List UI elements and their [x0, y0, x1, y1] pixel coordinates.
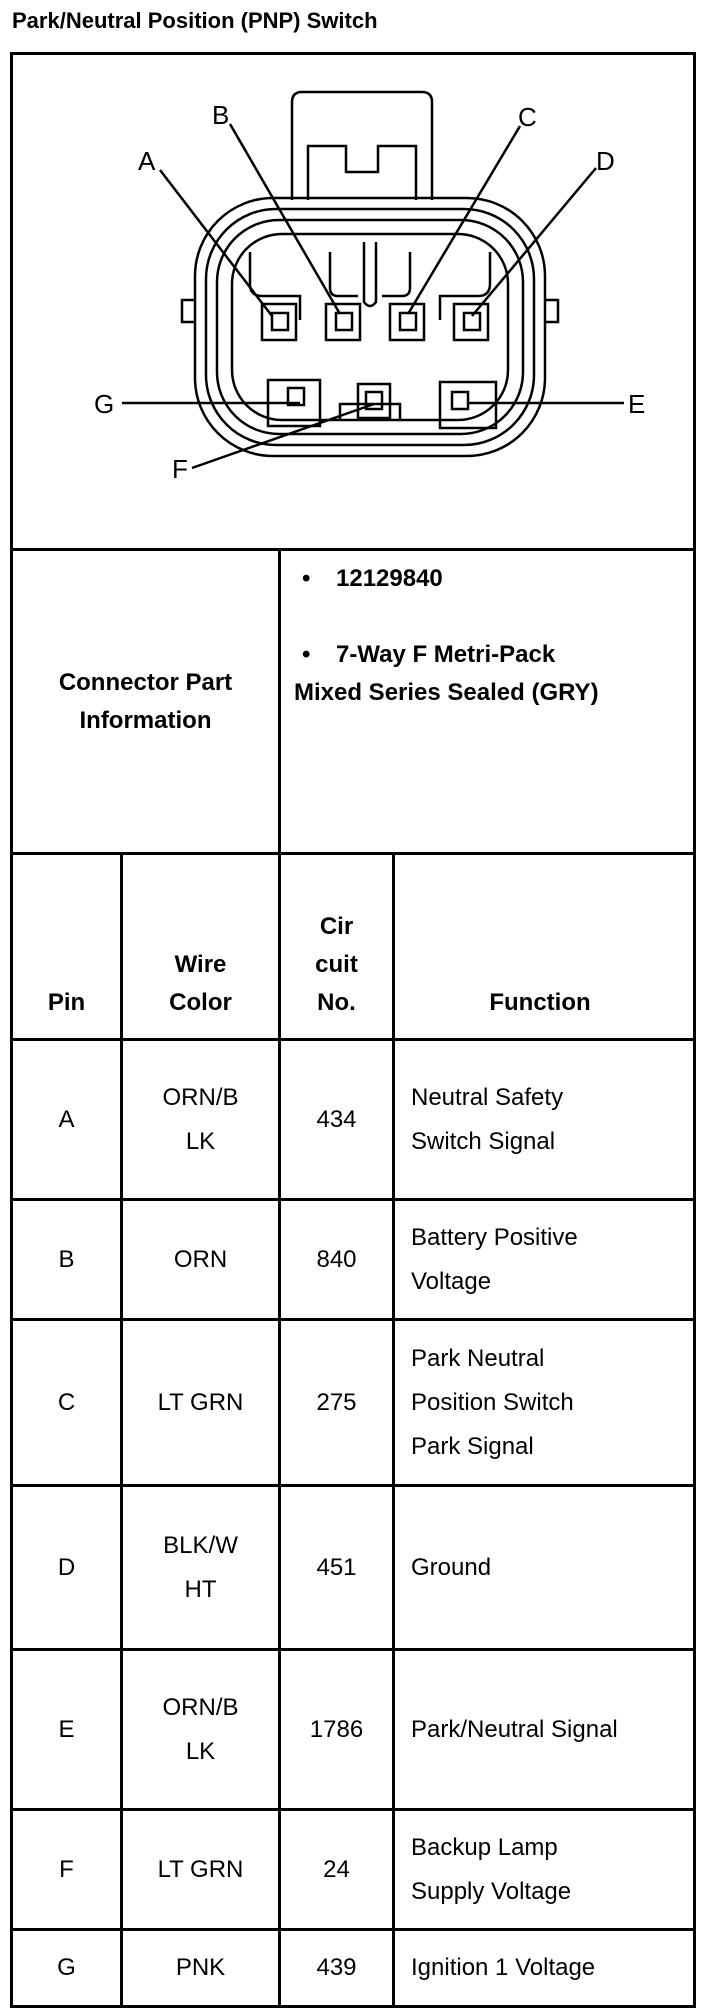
- pin-label-f: F: [172, 454, 188, 484]
- left-tab: [182, 300, 195, 322]
- bullet-icon: •: [302, 565, 311, 592]
- row-e-function: Park/Neutral Signal: [411, 1715, 618, 1743]
- header-function: Function: [489, 989, 591, 1016]
- row-g-circuit: 439: [316, 1954, 357, 1981]
- row-d-circuit: 451: [316, 1553, 357, 1581]
- row-b-circuit: 840: [316, 1245, 357, 1273]
- row-e-circuit: 1786: [309, 1715, 364, 1743]
- row-b-wire: ORN: [173, 1245, 228, 1273]
- row-c-pin: C: [57, 1388, 76, 1416]
- center-rib: [364, 242, 376, 306]
- row-f-circuit: 24: [323, 1855, 350, 1883]
- latch-inner: [308, 146, 416, 200]
- header-pin: Pin: [47, 989, 86, 1016]
- row-g-wire: PNK: [175, 1954, 226, 1981]
- row-d-wire: BLK/W HT: [163, 1531, 238, 1603]
- pin-label-c: C: [518, 102, 537, 132]
- row-f-function: Backup Lamp Supply Voltage: [411, 1833, 572, 1905]
- cavity-d: [454, 304, 488, 340]
- partition-mid-left: [330, 252, 358, 296]
- connector-face-drawing: [10, 52, 696, 548]
- row-b-function: Battery Positive Voltage: [411, 1223, 578, 1295]
- connector-info-label: Connector Part Information: [58, 668, 233, 734]
- right-tab: [545, 300, 558, 322]
- partition-mid-right: [382, 252, 410, 296]
- connector-diagram: [10, 52, 696, 548]
- divider-info-col: [278, 548, 281, 855]
- row-e-pin: E: [58, 1715, 75, 1743]
- pin-c: [400, 313, 416, 330]
- pin-a: [272, 313, 288, 330]
- pin-label-d: D: [596, 146, 615, 176]
- row-a-function: Neutral Safety Switch Signal: [411, 1083, 564, 1155]
- row-c-circuit: 275: [316, 1388, 357, 1416]
- row-a-circuit: 434: [316, 1105, 357, 1133]
- partition-right: [440, 252, 490, 320]
- header-wire-color: Wire Color: [169, 951, 232, 1016]
- row-d-pin: D: [57, 1553, 76, 1581]
- pin-label-g: G: [94, 389, 115, 419]
- row-a-wire: ORN/B LK: [162, 1083, 239, 1155]
- pin-b: [336, 313, 352, 330]
- cavity-b: [326, 304, 360, 340]
- row-e-wire: ORN/B LK: [162, 1693, 239, 1765]
- row-c-function: Park Neutral Position Switch Park Signal: [411, 1344, 574, 1460]
- pin-e: [452, 392, 468, 409]
- row-c-wire: LT GRN: [157, 1388, 244, 1416]
- partition-left: [250, 252, 300, 320]
- connector-type-item: • 7-Way F Metri-Pack Mixed Series Sealed (GRY): [294, 636, 684, 712]
- part-number-item: • 12129840: [294, 560, 684, 598]
- row-g-function: Ignition 1 Voltage: [411, 1954, 596, 1981]
- cavity-f: [358, 384, 390, 418]
- page-title: Park/Neutral Position (PNP) Switch: [12, 8, 378, 33]
- header-circuit: Cir cuit No.: [315, 913, 358, 1016]
- pin-label-a: A: [138, 146, 156, 176]
- pin-label-b: B: [212, 100, 230, 130]
- row-f-pin: F: [59, 1855, 74, 1883]
- connector-info-list: [294, 560, 684, 712]
- pin-label-e: E: [628, 389, 646, 419]
- row-b-pin: B: [58, 1245, 75, 1273]
- row-f-wire: LT GRN: [157, 1855, 244, 1883]
- cavity-c: [390, 304, 424, 340]
- bullet-icon: •: [302, 641, 311, 668]
- row-g-pin: G: [57, 1954, 76, 1981]
- row-d-function: Ground: [411, 1553, 492, 1581]
- row-a-pin: A: [58, 1105, 75, 1133]
